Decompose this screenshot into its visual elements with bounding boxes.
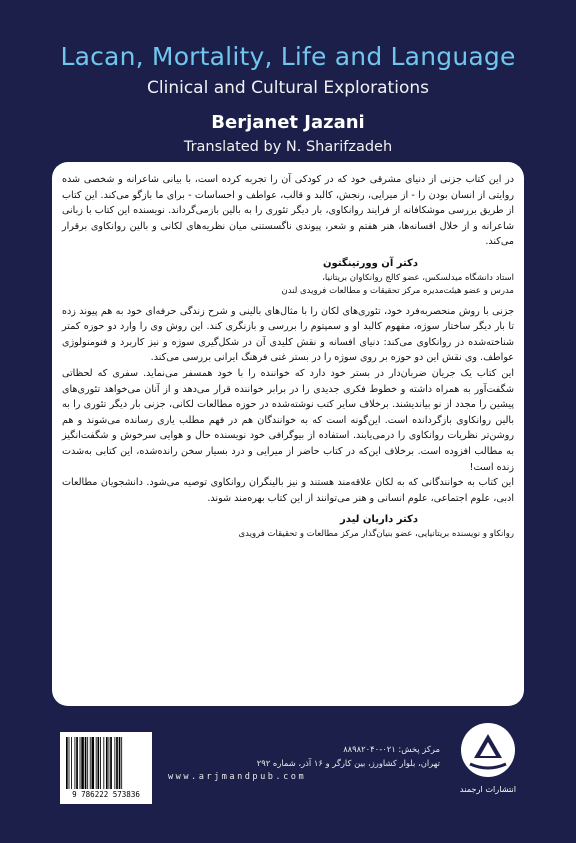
review-2-para-3: این کتاب به خوانندگانی که به لکان علاقه‌مند هستند و نیز بالینگران روانکاوی توصیه می‌شود. دانشجویان مطالعات ادبی، علوم اجتماعی، علوم انسانی و هنر می‌توانند از این کتاب بهره‌مند شوند.: [62, 477, 514, 504]
book-subtitle: Clinical and Cultural Explorations: [147, 78, 429, 98]
author-name: Berjanet Jazani: [211, 112, 365, 133]
barcode: [60, 732, 152, 804]
book-title: Lacan, Mortality, Life and Language: [60, 42, 516, 71]
review-1-role-2: مدرس و عضو هیئت‌مدیره مرکز تحقیقات و مطالعات فرویدی لندن: [281, 285, 514, 296]
publisher-address: تهران، بلوار کشاورز، بین کارگر و ۱۶ آذر، شماره ۲۹۲: [256, 758, 440, 768]
reviews-panel: [52, 162, 524, 706]
review-2-role: روانکاو و نویسنده بریتانیایی، عضو بنیان‌گذار مرکز مطالعات و تحقیقات فرویدی: [238, 528, 514, 539]
review-2-signer: دکتر داریان لیدر: [340, 514, 418, 526]
review-2-para-1: جزنی با روش منحصربه‌فرد خود، تئوری‌های لکان را با مثال‌های بالینی و شرح زندگی حرفه‌ای خود به هم پیوند زده تا بار دیگر ساختار سوژه، مفهوم کالبد او و سمپتوم را بررسی و بازنگری کند. این روش وی را وارد دو حوزه کمتر شناخته‌شده در روانکاوی می‌کند: دنیای افسانه و نقش کلیدی آن در شکل‌گیری سوژه و نیز کاربرد و فنومنولوژی عواطف. وی نقش این دو حوزه بر روی سوژه را در بستر غنی فرهنگ ایرانی بررسی می‌کند.: [62, 305, 514, 364]
publisher-logo-icon: [458, 720, 518, 780]
publisher-website: www.arjmandpub.com: [168, 772, 307, 782]
review-1-signature: [62, 256, 514, 298]
barcode-digits: 9 786222 573836: [72, 790, 140, 799]
translator-credit: Translated by N. Sharifzadeh: [183, 139, 393, 155]
distribution-phone: مرکز پخش: ۰۲۱-۸۸۹۸۲۰۴۰: [343, 744, 440, 754]
barcode-bars: [65, 737, 147, 789]
publisher-contact: [168, 742, 440, 784]
publisher-name: انتشارات ارجمند: [459, 784, 517, 794]
review-2-signature: [62, 512, 514, 541]
review-1-signer: دکتر آن وورتینگتون: [323, 257, 418, 269]
review-1-text: در این کتاب جزنی از دنیای مشرقی خود که در کودکی آن را تجربه کرده است، با بیانی شاعرانه و شخصی شده روایتی از انسان بودن را - از میرایی، رنجش، کالبد و قالب، عواطف و احساسات - برای ما بازگو می‌کند. این کتاب از طریق بررسی موشکافانه از فرایند روانکاوی، بار دیگر تئوری را به بالین بازمی‌گرداند. نویسنده این کتاب با زبانی شاعرانه و از خلال افسانه‌ها، هنر هفتم و شعر، پیوندی ناگسستنی میان نظریه‌های لکانی و بالین روانکاوی برقرار می‌کند.: [62, 174, 514, 248]
review-1-role-1: استاد دانشگاه میدلسکس، عضو کالج روانکاوان بریتانیا،: [322, 272, 514, 283]
review-2-para-2: این کتاب یک جریان ضربان‌دار در بستر خود دارد که خواننده را با خود همسفر می‌نماید. سفری که لحظاتی شگفت‌آور به همراه داشته و خطوط فکری جدیدی را در برابر خواننده قرار می‌دهد و از آنان می‌خواهد تئوری‌های پیشین را مجدد از نو بیاندیشند. برخلاف سایر کتب نوشته‌شده در حوزه مطالعات لکانی، جزنی بار دیگر تئوری را به بالین روانکاوی بازگردانده است. این‌گونه است که به خوانندگان هم در فهم مطلب یاری رسانده می‌شوند و هم روشن‌تر نظریات روانکاوی را درمی‌یابند. استفاده از بیوگرافی خود نویسنده حال و هوایی سرخوش و شگفت‌انگیز به مطالب افزوده است. برخلاف این‌که در کتاب حاضر از میرایی و درد بسیار سخن رانده‌شده، این کتابی به‌شدت زنده است!: [62, 367, 514, 473]
